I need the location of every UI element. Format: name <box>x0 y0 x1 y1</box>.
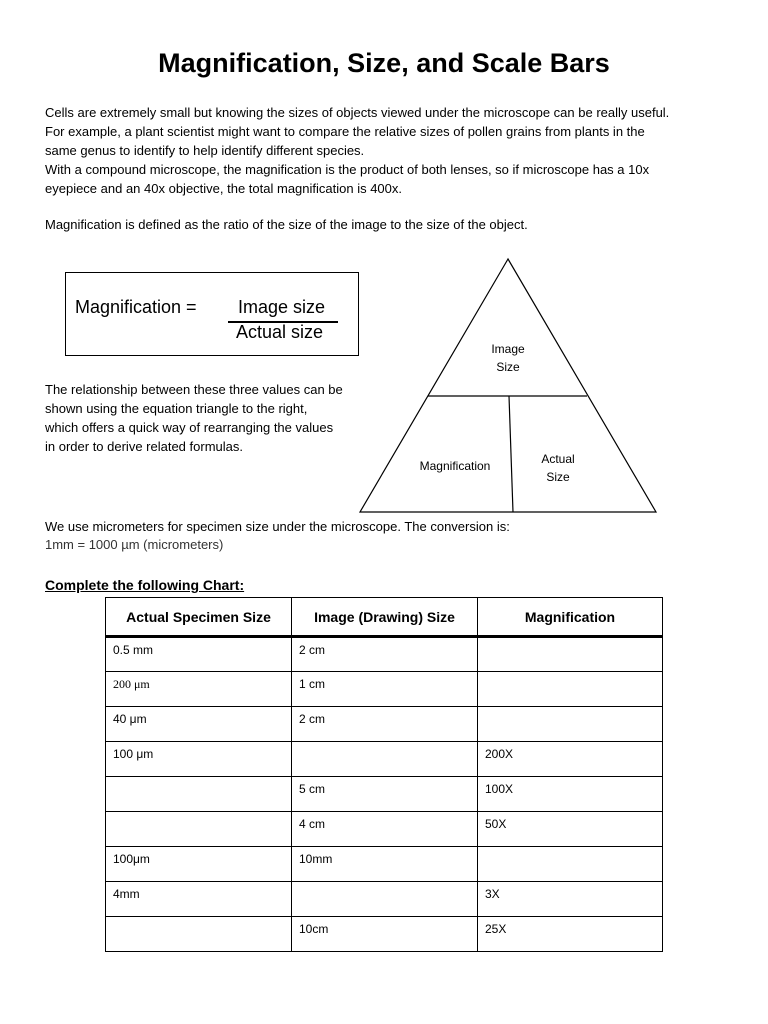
cell-image-size[interactable]: 1 cm <box>292 672 478 707</box>
cell-magnification[interactable]: 100X <box>478 777 663 812</box>
table-row <box>106 672 663 707</box>
intro-paragraph <box>45 103 735 198</box>
table-row <box>106 742 663 777</box>
cell-actual-size[interactable]: 0.5 mm <box>106 637 292 672</box>
triangle-top-line1: Image <box>491 342 525 356</box>
cell-image-size[interactable]: 10mm <box>292 847 478 882</box>
cell-actual-size[interactable] <box>106 777 292 812</box>
cell-image-size[interactable]: 4 cm <box>292 812 478 847</box>
cell-magnification[interactable] <box>478 672 663 707</box>
intro-line: For example, a plant scientist might want to compare the relative sizes of pollen grains from plants in the <box>45 124 645 139</box>
chart-heading: Complete the following Chart: <box>45 577 245 593</box>
cell-actual-size[interactable]: 100μm <box>106 847 292 882</box>
cell-magnification[interactable]: 200X <box>478 742 663 777</box>
relationship-line: shown using the equation triangle to the right, <box>45 401 308 416</box>
cell-image-size[interactable]: 2 cm <box>292 637 478 672</box>
cell-actual-size[interactable]: 4mm <box>106 882 292 917</box>
cell-magnification[interactable]: 25X <box>478 917 663 952</box>
relationship-line: in order to derive related formulas. <box>45 439 243 454</box>
relationship-line: which offers a quick way of rearranging the values <box>45 420 334 435</box>
cell-image-size[interactable] <box>292 882 478 917</box>
cell-image-size[interactable]: 2 cm <box>292 707 478 742</box>
cell-actual-size[interactable]: 40 μm <box>106 707 292 742</box>
cell-magnification[interactable] <box>478 637 663 672</box>
cell-image-size[interactable]: 5 cm <box>292 777 478 812</box>
intro-line: same genus to identify to help identify different species. <box>45 143 365 158</box>
table-row <box>106 882 663 917</box>
equation-triangle <box>358 256 660 516</box>
formula-label: Magnification = <box>75 297 197 317</box>
relationship-paragraph <box>45 380 365 456</box>
cell-actual-size[interactable] <box>106 812 292 847</box>
table-row <box>106 637 663 672</box>
table-row <box>106 812 663 847</box>
intro-line: Cells are extremely small but knowing the sizes of objects viewed under the microscope can be really useful. <box>45 105 670 120</box>
cell-actual-size[interactable]: 200 μm <box>106 672 292 707</box>
magnification-chart <box>105 597 663 952</box>
table-header-row <box>106 598 663 637</box>
cell-image-size[interactable]: 10cm <box>292 917 478 952</box>
triangle-bottom-right-line1: Actual <box>541 452 575 466</box>
intro-line: eyepiece and an 40x objective, the total magnification is 400x. <box>45 181 403 196</box>
header-image-size: Image (Drawing) Size <box>292 598 478 637</box>
cell-magnification[interactable]: 3X <box>478 882 663 917</box>
page-title: Magnification, Size, and Scale Bars <box>158 48 610 78</box>
cell-magnification[interactable] <box>478 707 663 742</box>
cell-actual-size[interactable]: 100 μm <box>106 742 292 777</box>
table-row <box>106 777 663 812</box>
table-row <box>106 847 663 882</box>
conversion-text: 1mm = 1000 µm (micrometers) <box>45 537 224 552</box>
intro-line: With a compound microscope, the magnification is the product of both lenses, so if microscope has a 10x <box>45 162 650 177</box>
header-actual-size: Actual Specimen Size <box>106 598 292 637</box>
conversion-intro: We use micrometers for specimen size under the microscope. The conversion is: <box>45 519 510 534</box>
relationship-line: The relationship between these three values can be <box>45 382 343 397</box>
cell-magnification[interactable] <box>478 847 663 882</box>
cell-magnification[interactable]: 50X <box>478 812 663 847</box>
header-magnification: Magnification <box>478 598 663 637</box>
triangle-divider-vertical <box>509 396 513 512</box>
formula-numerator: Image size <box>238 297 326 317</box>
triangle-outline <box>360 259 656 512</box>
triangle-bottom-left: Magnification <box>419 459 491 473</box>
formula-box <box>65 272 359 356</box>
table-row <box>106 707 663 742</box>
cell-actual-size[interactable] <box>106 917 292 952</box>
definition-text: Magnification is defined as the ratio of the size of the image to the size of the object. <box>45 217 528 232</box>
triangle-top-line2: Size <box>496 360 520 374</box>
formula-denominator: Actual size <box>236 322 324 342</box>
cell-image-size[interactable] <box>292 742 478 777</box>
table-row <box>106 917 663 952</box>
triangle-bottom-right-line2: Size <box>546 470 570 484</box>
